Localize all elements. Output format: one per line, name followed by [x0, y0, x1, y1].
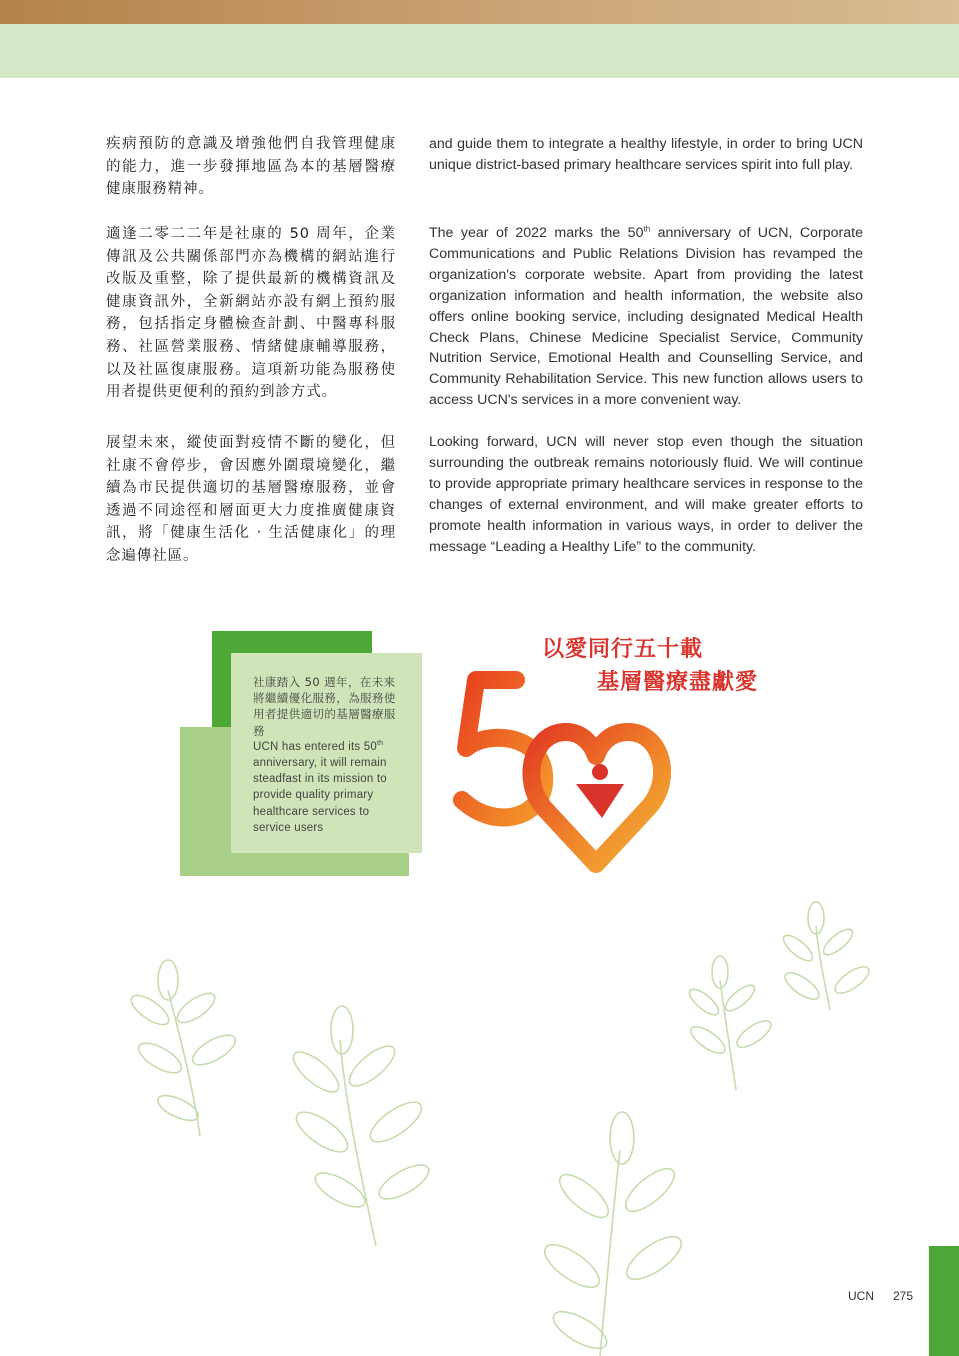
- en-paragraph-1: and guide them to integrate a healthy lifestyle, in order to bring UCN unique district-based primary healthcare services spirit into full play.: [429, 136, 863, 173]
- caption-zh: 社康踏入 50 週年，在未來將繼續優化服務，為服務使用者提供適切的基層醫療服務: [253, 675, 396, 738]
- caption-en: [253, 739, 396, 836]
- leaf-branch-right-small: [686, 956, 775, 1090]
- en-paragraph-3: Looking forward, UCN will never stop even though the situation surrounding the outbreak remains notoriously fluid. We will continue to provide appropriate primary healthcare services in response to the changes of external environment, and will make greater efforts to promote health information in various ways, in order to deliver the message “Leading a Healthy Life” to the community.: [429, 434, 863, 555]
- leaf-branch-right: [780, 902, 873, 1010]
- header-band: [0, 24, 959, 78]
- page-number: 275: [893, 1289, 914, 1303]
- zh-paragraph-1: 疾病預防的意識及增強他們自我管理健康的能力，進一步發揮地區為本的基層醫療健康服務精神。: [106, 136, 396, 198]
- page-side-tab: [929, 1246, 959, 1356]
- figure-body: [576, 784, 624, 818]
- caption-ordinal-suffix: th: [376, 739, 384, 747]
- leaf-branch-center-right: [538, 1112, 687, 1356]
- logo-slogan-line1: 以愛同行五十載: [542, 637, 704, 662]
- en-paragraph-2-rest: anniversary of UCN, Corporate Communications and Public Relations Division has revamped the organization's corporate website. Apart from providing the latest organization information and health information, the website also offers online booking service, including designated Medical Health Check Plans, Chinese Medicine Specialist Service, Community Nutrition Service, Emotional Health and Counselling Service, and Community Rehabilitation Service. This new function allows users to access UCN's services in a more convenient way.: [429, 225, 864, 409]
- caption-en-start: UCN has entered its 50: [253, 740, 377, 753]
- zh-paragraph-2: 適逢二零二二年是社康的 50 周年，企業傳訊及公共關係部門亦為機構的網站進行改版及重整，除了提供最新的機構資訊及健康資訊外，全新網站亦設有網上預約服務，包括指定身體檢查計劃、中醫專科服務、社區營業服務、情緒健康輔導服務，以及社區復康服務。這項新功能為服務使用者提供更便利的預約到診方式。: [106, 226, 396, 401]
- figure-head: [592, 764, 608, 780]
- top-gradient-bar: [0, 0, 959, 24]
- leaf-branch-center-left: [287, 1006, 433, 1246]
- caption-en-rest: anniversary, it will remain steadfast in its mission to provide quality primary healthcare services to service users: [253, 757, 387, 834]
- zh-paragraph-3: 展望未來，縱使面對疫情不斷的變化，但社康不會停步，會因應外圍環境變化，繼續為市民提供適切的基層醫療服務，並會透過不同途徑和層面更大力度推廣健康資訊，將「健康生活化 ‧ 生活健康化」的理念遍傳社區。: [106, 435, 396, 564]
- logo-slogan-line2: 基層醫療盡獻愛: [597, 670, 759, 695]
- ordinal-suffix: th: [643, 224, 651, 234]
- anniversary-50-logo: [448, 668, 698, 878]
- en-paragraph-2: [429, 223, 863, 411]
- en-paragraph-2-start: The year of 2022 marks the 50: [429, 225, 644, 241]
- footer-org-name: UCN: [848, 1289, 874, 1303]
- photo-caption: [253, 674, 396, 836]
- decorative-leaves: [0, 890, 959, 1356]
- leaf-branch-left: [127, 960, 240, 1136]
